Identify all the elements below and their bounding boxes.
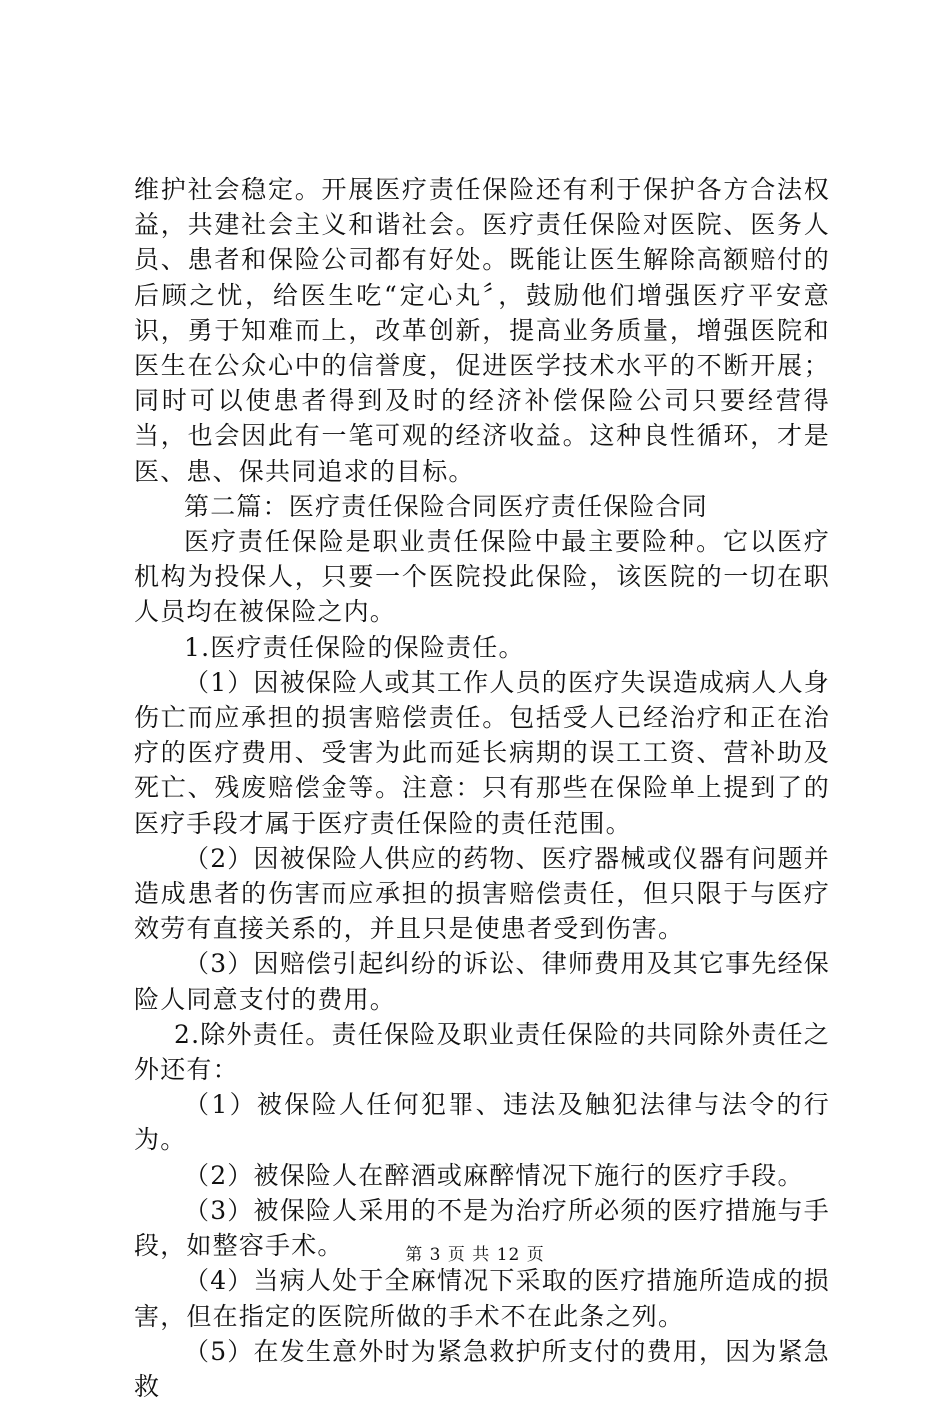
list-item: （5）在发生意外时为紧急救护所支付的费用，因为紧急救 (134, 1336, 830, 1401)
list-item: （3）被保险人采用的不是为治疗所必须的医疗措施与手段，如整容手术。 (134, 1195, 830, 1261)
paragraph-intro: 医疗责任保险是职业责任保险中最主要险种。它以医疗机构为投保人，只要一个医院投此保险，该医院的一切在职人员均在被保险之内。 (134, 527, 830, 627)
list-item: （3）因赔偿引起纠纷的诉讼、律师费用及其它事先经保险人同意支付的费用。 (134, 949, 830, 1014)
section-heading: 第二篇：医疗责任保险合同医疗责任保险合同 (184, 491, 709, 521)
list-item: （2）被保险人在醉酒或麻醉情况下施行的医疗手段。 (184, 1160, 804, 1190)
list-item: （4）当病人处于全麻情况下采取的医疗措施所造成的损害，但在指定的医院所做的手术不在此条之列。 (134, 1266, 830, 1331)
list-item: （2）因被保险人供应的药物、医疗器械或仪器有问题并造成患者的伤害而应承担的损害赔偿责任，但只限于与医疗效劳有直接关系的，并且只是使患者受到伤害。 (134, 843, 830, 944)
paragraph-continuation: 维护社会稳定。开展医疗责任保险还有利于保护各方合法权益，共建社会主义和谐社会。医疗责任保险对医院、医务人员、患者和保险公司都有好处。既能让医生解除高额赔付的后顾之忧，给医生吃“定心丸〞，鼓励他们增强医疗平安意识，勇于知难而上，改革创新，提高业务质量，增强医院和医生在公众心中的信誉度，促进医学技术水平的不断开展；同时可以使患者得到及时的经济补偿保险公司只要经营得当，也会因此有一笔可观的经济收益。这种良性循环，才是医、患、保共同追求的目标。 (134, 175, 830, 486)
list-item: （1）被保险人任何犯罪、违法及触犯法律与法令的行为。 (134, 1090, 830, 1155)
list-heading-insurance-liability: 1.医疗责任保险的保险责任。 (184, 632, 525, 662)
list-item: （1）因被保险人或其工作人员的医疗失误造成病人人身伤亡而应承担的损害赔偿责任。包括受人已经治疗和正在治疗的医疗费用、受害为此而延长病期的误工工资、营补助及死亡、残废赔偿金等。注意：只有那些在保险单上提到了的医疗手段才属于医疗责任保险的责任范围。 (134, 667, 830, 838)
list-heading-exclusions: 2.除外责任。责任保险及职业责任保险的共同除外责任之外还有： (134, 1019, 830, 1085)
page-number-footer: 第 3 页 共 12 页 (405, 1245, 545, 1265)
document-body (134, 172, 830, 1404)
